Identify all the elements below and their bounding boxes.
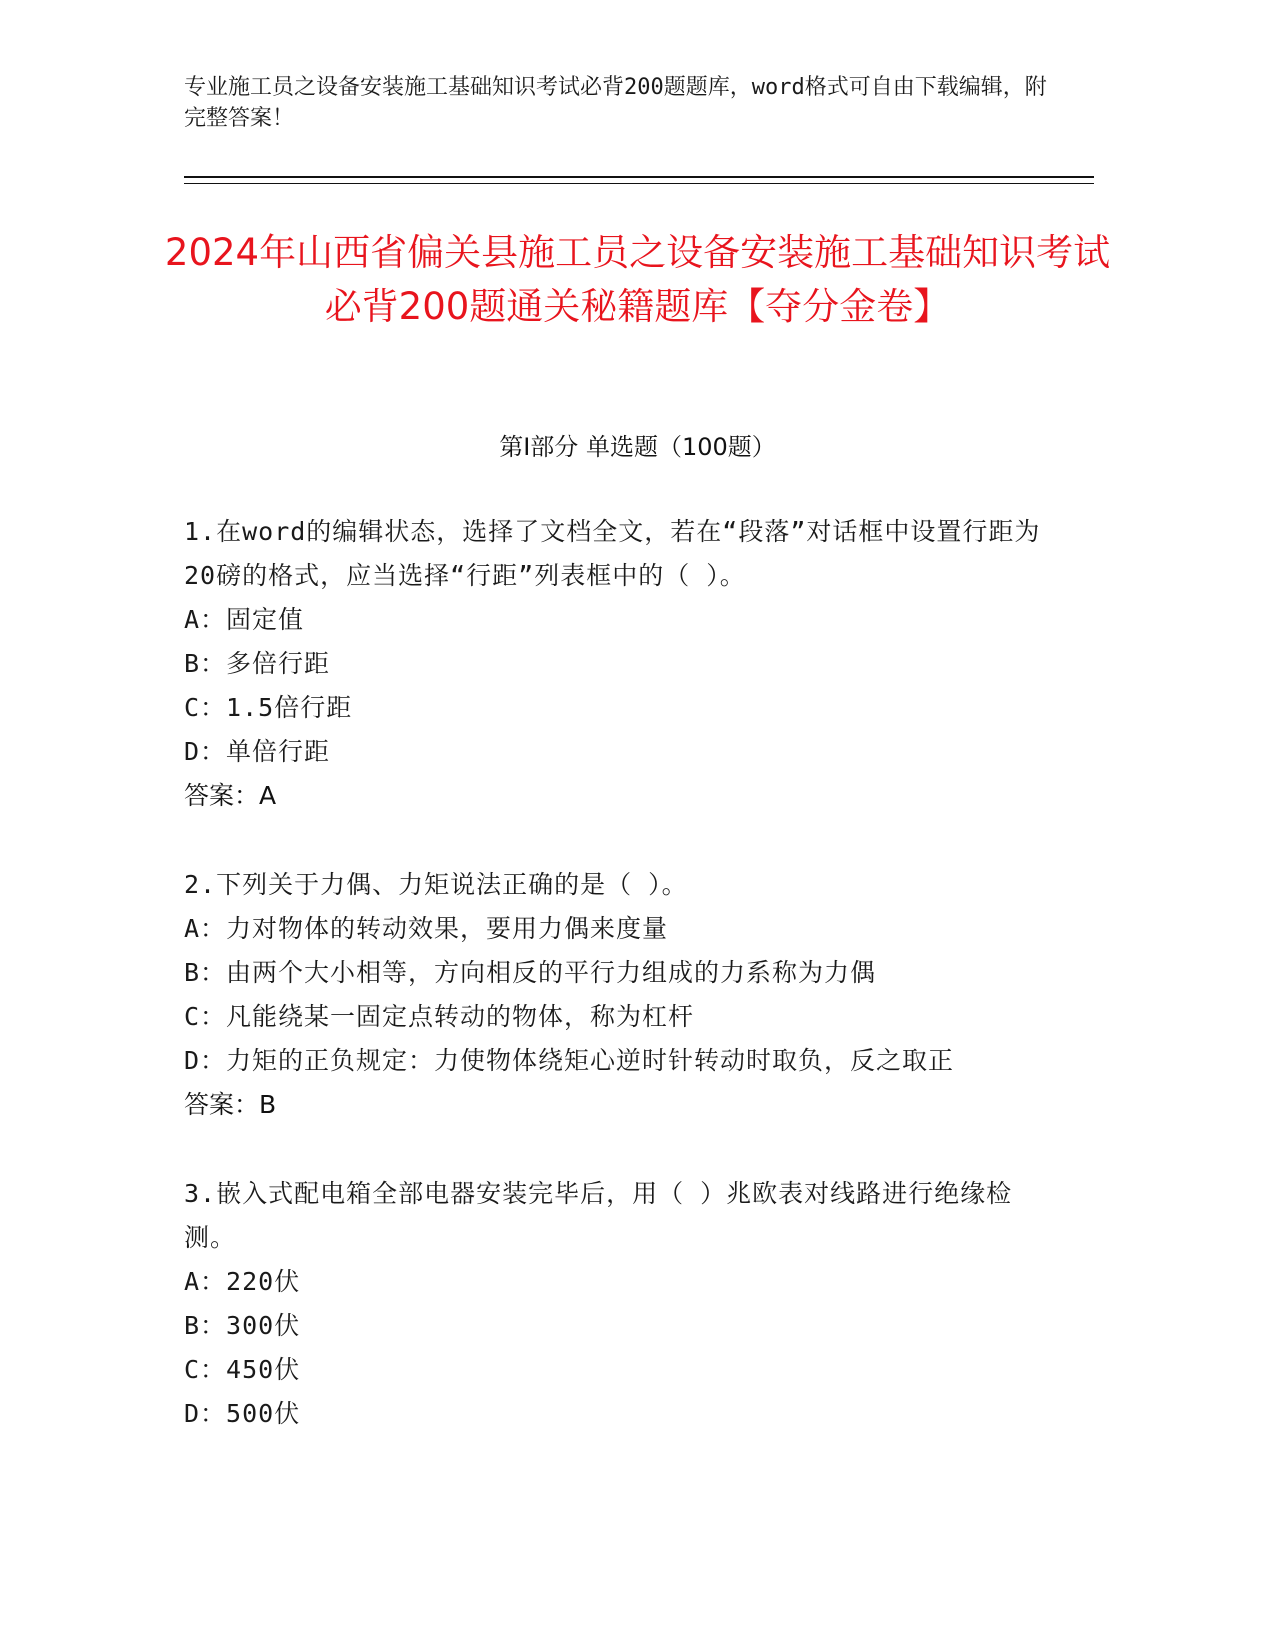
- header-note: 专业施工员之设备安装施工基础知识考试必背200题题库，word格式可自由下载编辑，附完整答案！: [184, 75, 1047, 131]
- option-d: D：单倍行距: [184, 737, 331, 766]
- question-2: [184, 863, 1064, 1127]
- question-stem: 1.在word的编辑状态，选择了文档全文，若在“段落”对话框中设置行距为20磅的格式，应当选择“行距”列表框中的（ ）。: [184, 517, 1041, 590]
- option-a: A：固定值: [184, 605, 305, 634]
- option-c: C：1.5倍行距: [184, 693, 353, 722]
- document-title: 2024年山西省偏关县施工员之设备安装施工基础知识考试必背200题通关秘籍题库【夺分金卷】: [164, 231, 1111, 328]
- header-rule-thin: [184, 183, 1094, 184]
- option-a: A：力对物体的转动效果，要用力偶来度量: [184, 914, 669, 943]
- option-c: C：凡能绕某一固定点转动的物体，称为杠杆: [184, 1002, 695, 1031]
- question-stem: 3.嵌入式配电箱全部电器安装完毕后，用（ ）兆欧表对线路进行绝缘检测。: [184, 1179, 1013, 1252]
- option-d: D：500伏: [184, 1399, 301, 1428]
- option-b: B：300伏: [184, 1311, 301, 1340]
- option-d: D：力矩的正负规定：力使物体绕矩心逆时针转动时取负，反之取正: [184, 1046, 955, 1075]
- option-c: C：450伏: [184, 1355, 301, 1384]
- answer: 答案：B: [184, 1090, 277, 1119]
- option-a: A：220伏: [184, 1267, 301, 1296]
- question-3: [184, 1172, 1064, 1436]
- section-title: 第Ⅰ部分 单选题（100题）: [499, 433, 776, 461]
- question-stem: 2.下列关于力偶、力矩说法正确的是（ ）。: [184, 870, 688, 899]
- question-list: [184, 510, 1064, 1481]
- option-b: B：多倍行距: [184, 649, 331, 678]
- header-rule-thick: [184, 176, 1094, 178]
- answer: 答案：A: [184, 781, 277, 810]
- option-b: B：由两个大小相等，方向相反的平行力组成的力系称为力偶: [184, 958, 877, 987]
- question-1: [184, 510, 1064, 818]
